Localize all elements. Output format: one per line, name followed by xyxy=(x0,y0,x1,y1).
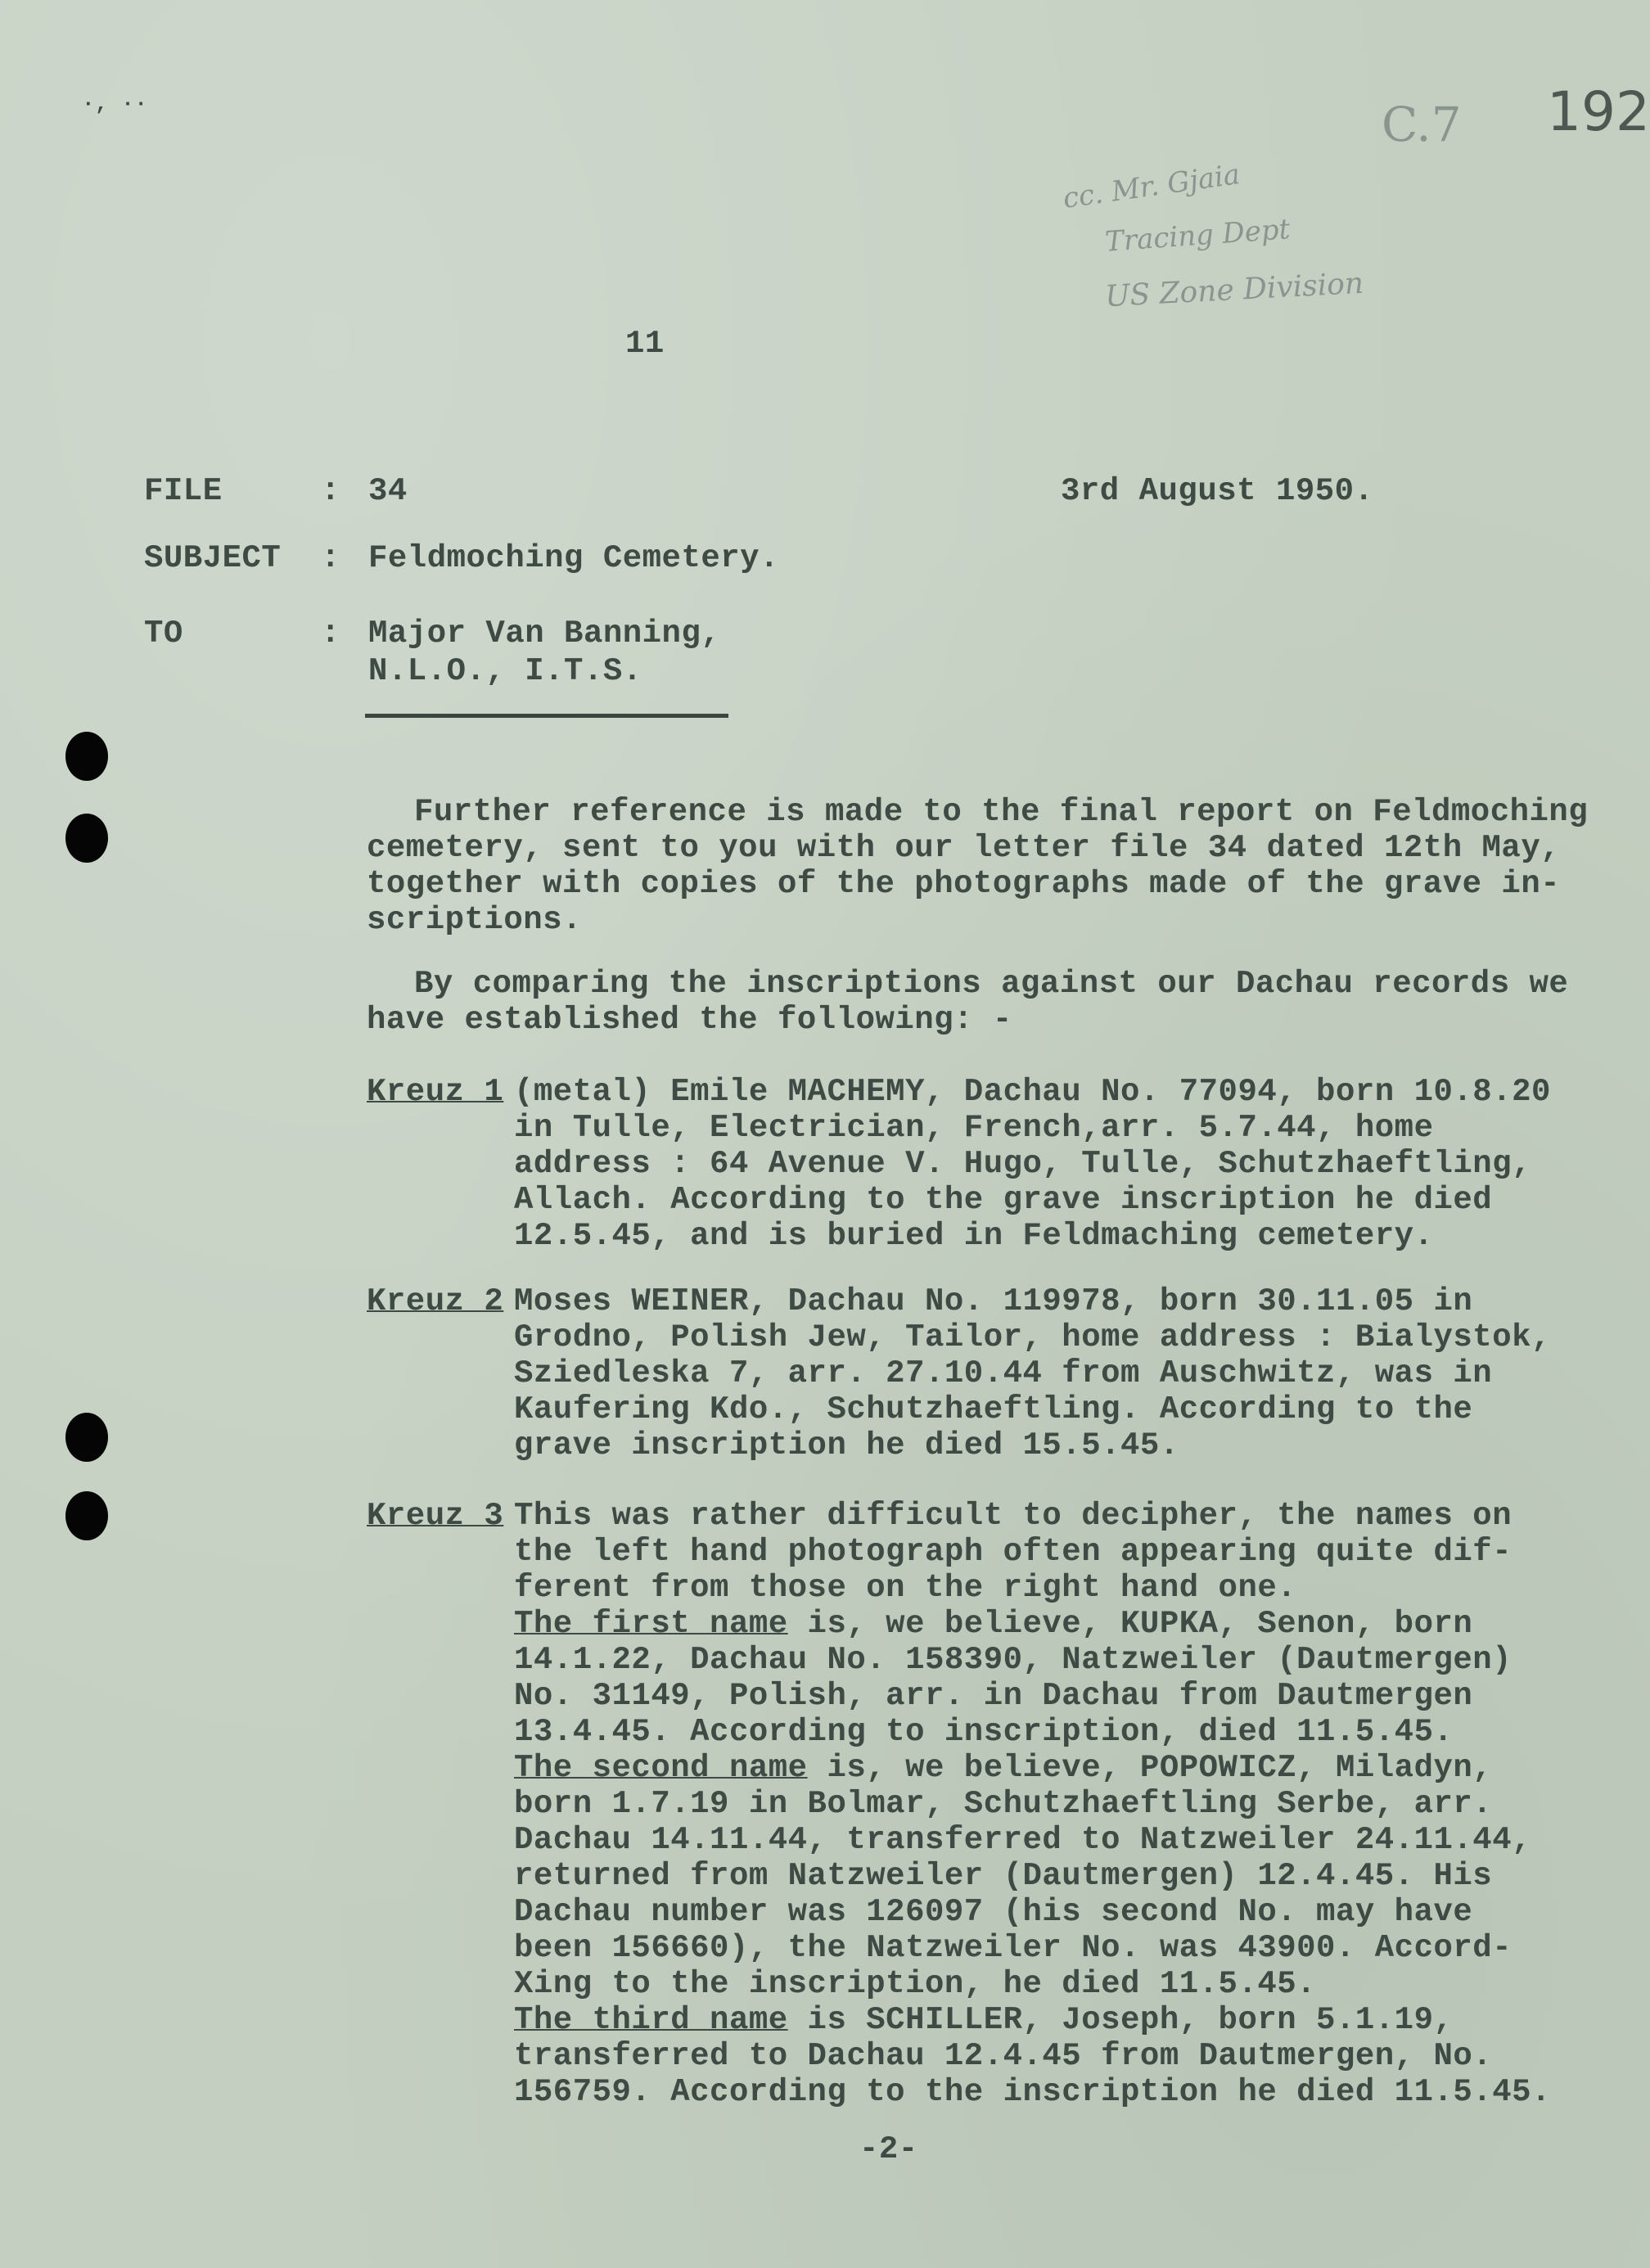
entry-kreuz-2 xyxy=(514,1283,1551,1463)
third-name-label: The third name xyxy=(514,2002,788,2038)
file-code: C.7 xyxy=(1382,97,1462,152)
entry-line: born 1.7.19 in Bolmar, Schutzhaeftling Serbe, arr. xyxy=(514,1786,1493,1822)
file-value: 34 xyxy=(368,473,408,509)
entry-kreuz-3 xyxy=(514,1498,1551,2110)
entry-line: been 156660), the Natzweiler No. was 43900. Accord- xyxy=(514,1930,1512,1966)
intro-line: scriptions. xyxy=(367,902,582,938)
entry-line: This was rather difficult to decipher, the names on xyxy=(514,1498,1512,1534)
page-number: 11 xyxy=(625,326,665,362)
third-name-text: is SCHILLER, Joseph, born 5.1.19, xyxy=(787,2002,1454,2038)
entry-line: in Tulle, Electrician, French,arr. 5.7.44, home xyxy=(514,1110,1434,1146)
entry-line: 13.4.45. According to inscription, died 11.5.45. xyxy=(514,1714,1454,1750)
entry-line: returned from Natzweiler (Dautmergen) 12.4.45. His xyxy=(514,1858,1493,1894)
entry-line xyxy=(514,1606,1551,1642)
to-value-office: N.L.O., I.T.S. xyxy=(368,653,642,689)
entry-kreuz-1 xyxy=(514,1074,1551,1254)
second-name-label: The second name xyxy=(514,1750,808,1786)
intro-line: together with copies of the photographs made of the grave in- xyxy=(367,866,1561,902)
subject-value: Feldmoching Cemetery. xyxy=(368,540,779,576)
intro-line: Further reference is made to the final report on Feldmoching xyxy=(414,794,1589,830)
entry-line: Xing to the inscription, he died 11.5.45. xyxy=(514,1966,1317,2002)
to-colon: : xyxy=(321,615,340,652)
entry-line: (metal) Emile MACHEMY, Dachau No. 77094, born 10.8.20 xyxy=(514,1074,1551,1110)
comparing-line: have established the following: - xyxy=(367,1002,1012,1038)
entry-line: 156759. According to the inscription he died 11.5.45. xyxy=(514,2074,1551,2110)
punch-hole xyxy=(65,1413,108,1462)
corner-marks: ·, ·· xyxy=(82,92,148,116)
first-name-text: is, we believe, KUPKA, Senon, born xyxy=(787,1606,1473,1642)
handwritten-note-1: cc. Mr. Gjaia xyxy=(1061,158,1242,215)
comparing-line: By comparing the inscriptions against our Dachau records we xyxy=(414,966,1569,1002)
to-label: TO xyxy=(144,615,183,652)
entry-line: Dachau number was 126097 (his second No. may have xyxy=(514,1894,1473,1930)
entry-line: Grodno, Polish Jew, Tailor, home address : Bialystok, xyxy=(514,1319,1551,1355)
entry-line: 12.5.45, and is buried in Feldmaching cemetery. xyxy=(514,1218,1434,1254)
punch-hole xyxy=(65,732,108,781)
entry-line: address : 64 Avenue V. Hugo, Tulle, Schutzhaeftling, xyxy=(514,1146,1531,1182)
file-label: FILE xyxy=(144,473,223,509)
entry-line: 14.1.22, Dachau No. 158390, Natzweiler (Dautmergen) xyxy=(514,1642,1512,1678)
entry-line xyxy=(514,2002,1551,2038)
intro-line: cemetery, sent to you with our letter file 34 dated 12th May, xyxy=(367,830,1561,866)
entry-line: Sziedleska 7, arr. 27.10.44 from Auschwitz, was in xyxy=(514,1355,1493,1391)
to-value-name: Major Van Banning, xyxy=(368,615,721,652)
file-colon: : xyxy=(321,473,340,509)
intro-paragraph xyxy=(367,794,1588,938)
header-divider xyxy=(365,714,728,718)
entry-line xyxy=(514,1750,1551,1786)
entry-label-kreuz-2: Kreuz 2 xyxy=(367,1283,504,1319)
entry-line: grave inscription he died 15.5.45. xyxy=(514,1427,1179,1463)
handwritten-note-2: Tracing Dept xyxy=(1103,213,1292,259)
entry-label-kreuz-3: Kreuz 3 xyxy=(367,1498,504,1534)
second-name-text: is, we believe, POPOWICZ, Miladyn, xyxy=(807,1750,1493,1786)
entry-line: Moses WEINER, Dachau No. 119978, born 30.11.05 in xyxy=(514,1283,1473,1319)
entry-line: Dachau 14.11.44, transferred to Natzweiler 24.11.44, xyxy=(514,1822,1531,1858)
entry-label-kreuz-1: Kreuz 1 xyxy=(367,1074,504,1110)
punch-hole xyxy=(65,814,108,863)
handwritten-note-3: US Zone Division xyxy=(1104,266,1365,314)
page-stamp: 192 xyxy=(1547,80,1650,143)
continued-page-marker: -2- xyxy=(859,2131,918,2167)
entry-line: the left hand photograph often appearing quite dif- xyxy=(514,1534,1512,1570)
first-name-label: The first name xyxy=(514,1606,788,1642)
punch-hole xyxy=(65,1491,108,1540)
entry-line: Allach. According to the grave inscription he died xyxy=(514,1182,1493,1218)
subject-label: SUBJECT xyxy=(144,540,282,576)
subject-colon: : xyxy=(321,540,340,576)
comparing-paragraph xyxy=(367,966,1568,1038)
entry-line: ferent from those on the right hand one. xyxy=(514,1570,1297,1606)
entry-line: transferred to Dachau 12.4.45 from Dautmergen, No. xyxy=(514,2038,1493,2074)
entry-line: Kaufering Kdo., Schutzhaeftling. According to the xyxy=(514,1391,1473,1427)
letter-date: 3rd August 1950. xyxy=(1061,473,1374,509)
entry-line: No. 31149, Polish, arr. in Dachau from Dautmergen xyxy=(514,1678,1473,1714)
